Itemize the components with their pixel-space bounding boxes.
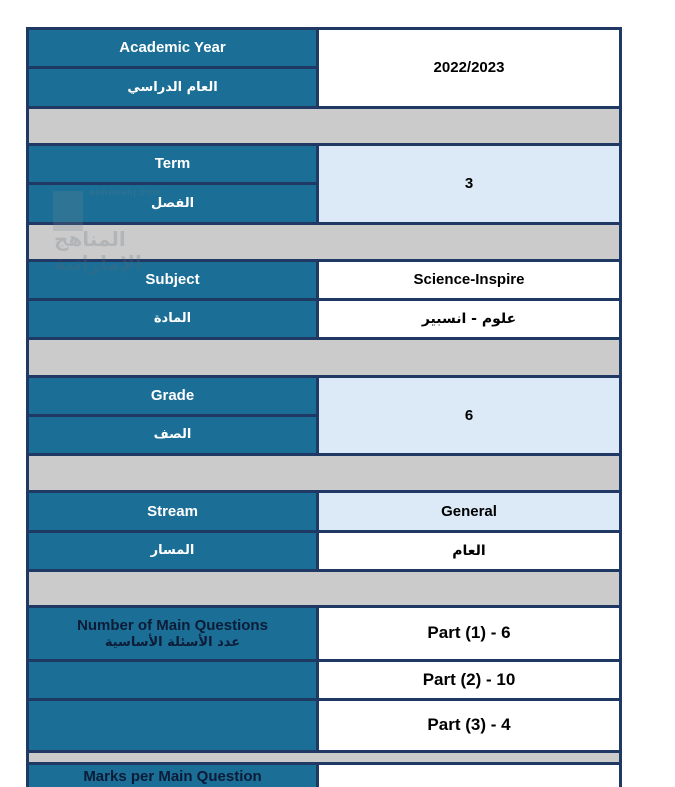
academic-year-value: 2022/2023: [319, 30, 619, 106]
grade-label-en: Grade: [29, 378, 316, 414]
term-label-ar: الفصل: [29, 185, 316, 222]
term-label-en: Term: [29, 146, 316, 182]
subject-label-ar: المادة: [29, 301, 316, 337]
term-value: 3: [319, 146, 619, 222]
subject-value-en: Science-Inspire: [319, 262, 619, 298]
stream-label-en: Stream: [29, 493, 316, 530]
stream-value-ar: العام: [319, 533, 619, 569]
main-questions-label: [29, 608, 316, 659]
academic-year-label-en: Academic Year: [29, 30, 316, 66]
main-questions-label-en: Number of Main Questions: [77, 616, 268, 634]
row-separator: [29, 572, 619, 605]
row-separator: [29, 225, 619, 259]
stream-label-ar: المسار: [29, 533, 316, 569]
main-questions-label-ar: عدد الأسئلة الأساسية: [104, 634, 241, 650]
subject-value-ar: علوم - انسبير: [319, 301, 619, 337]
academic-year-label-ar: العام الدراسي: [29, 69, 316, 106]
row-separator: [29, 109, 619, 143]
grade-value: 6: [319, 378, 619, 453]
main-questions-label-blank: [29, 662, 316, 698]
marks-value: [319, 765, 619, 787]
watermark-url: almanahj.com: [90, 187, 163, 197]
row-separator: [29, 456, 619, 490]
row-separator: [29, 753, 619, 762]
row-separator: [29, 340, 619, 375]
watermark-text: المناهج الإماراتية: [54, 227, 142, 275]
marks-label-en: Marks per Main Question: [29, 765, 316, 787]
exam-info-table: [26, 27, 622, 787]
stream-value-en: General: [319, 493, 619, 530]
main-questions-part-2: Part (2) - 10: [319, 662, 619, 698]
grade-label-ar: الصف: [29, 417, 316, 453]
main-questions-part-3: Part (3) - 4: [319, 701, 619, 750]
main-questions-part-1: Part (1) - 6: [319, 608, 619, 659]
main-questions-label-blank: [29, 701, 316, 750]
subject-label-en: Subject: [29, 262, 316, 298]
